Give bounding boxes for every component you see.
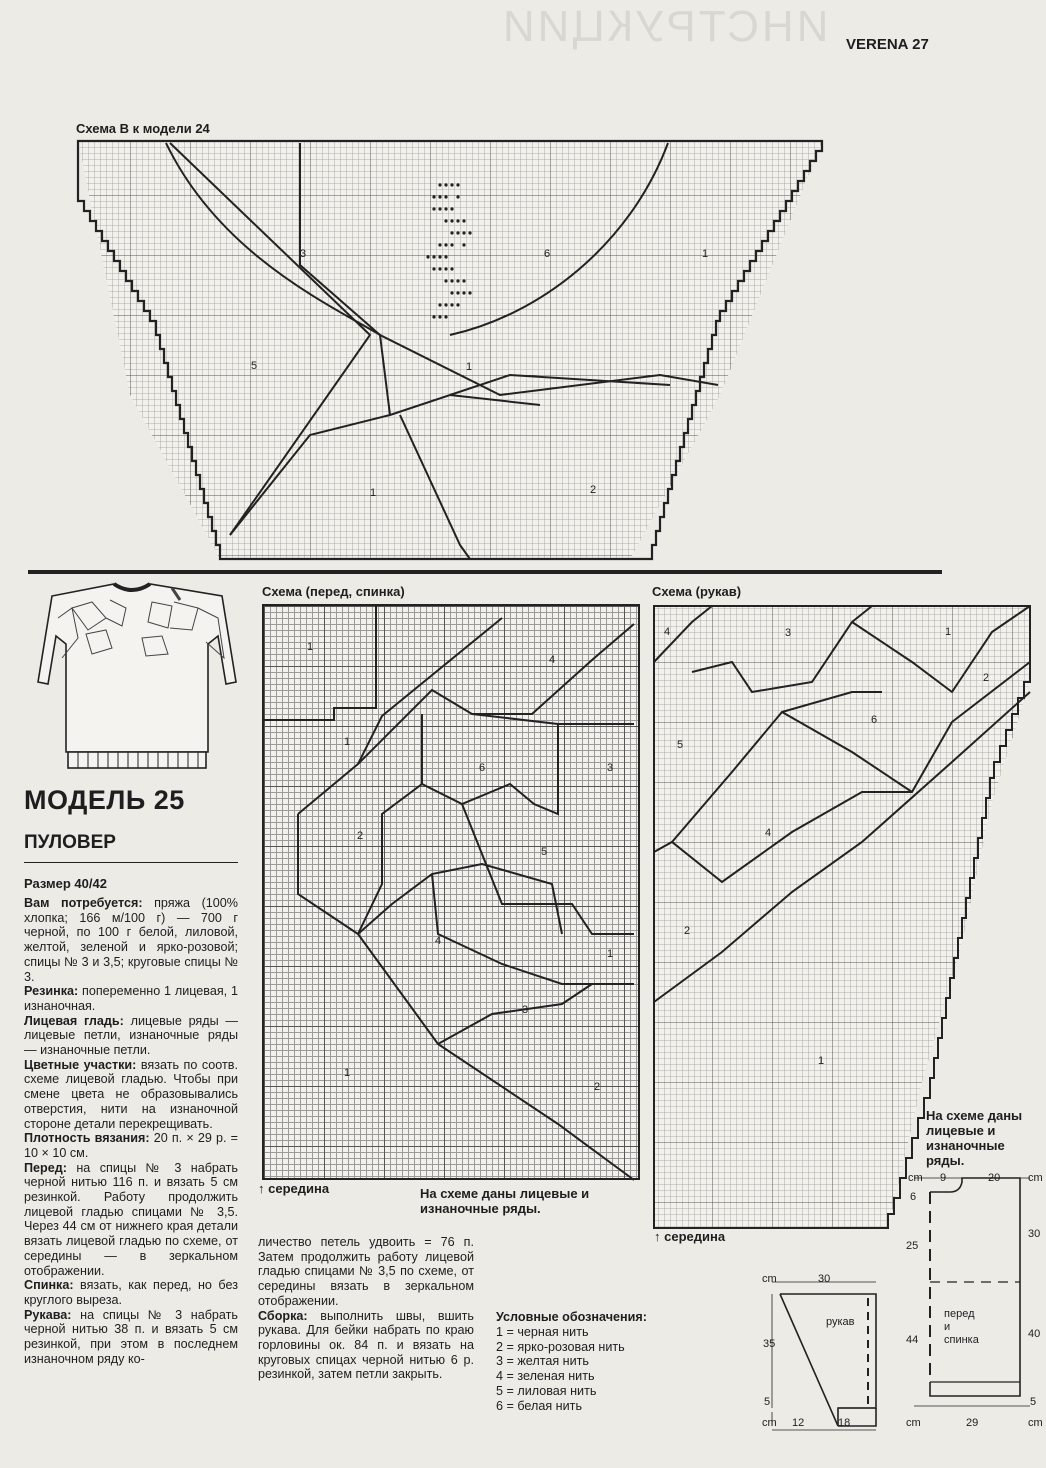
legend-item: 1 = черная нить xyxy=(496,1324,589,1339)
scheme-sleeve-number: 1 xyxy=(818,1055,825,1067)
instruction-para: Сборка: выполнить швы, вшить рукава. Для бейки набрать по краю горловины ок. 84 п. и вязать на круговых спицах черной нитью 6 р. резинкой, затем петли закрыть. xyxy=(258,1308,474,1382)
instruction-para: Спинка: вязать, как перед, но без круглого выреза. xyxy=(24,1278,238,1307)
instructions-column-2 xyxy=(258,1235,474,1382)
sleeve-dim-unit-bottom: cm xyxy=(762,1417,777,1429)
scheme-front-number: 1 xyxy=(307,641,314,653)
sleeve-dim-cuff: 5 xyxy=(764,1396,771,1408)
instruction-para: Плотность вязания: 20 п. × 29 р. = 10 × 10 см. xyxy=(24,1131,238,1160)
scheme-sleeve-title: Схема (рукав) xyxy=(652,584,742,599)
scheme-sleeve-number: 4 xyxy=(765,827,772,839)
body-dim-unit-2: cm xyxy=(1028,1172,1043,1184)
body-dim-rib: 5 xyxy=(1030,1396,1037,1408)
header-ghost-text: ИНСТРУКЦИИ xyxy=(500,2,829,51)
body-label-text: перед и спинка xyxy=(944,1308,979,1346)
scheme-front-number: 1 xyxy=(607,948,614,960)
scheme-b-title: Схема В к модели 24 xyxy=(76,121,210,136)
scheme-sleeve-note: На схеме даны лицевые и изнаночные ряды. xyxy=(926,1108,1023,1168)
legend-item: 4 = зеленая нить xyxy=(496,1369,595,1384)
instruction-para: Резинка: попеременно 1 лицевая, 1 изнаночная. xyxy=(24,984,238,1013)
scheme-sleeve-number: 2 xyxy=(983,672,990,684)
sweater-illustration xyxy=(22,578,242,778)
scheme-front-note: На схеме даны лицевые и изнаночные ряды. xyxy=(420,1186,590,1216)
scheme-front-number: 1 xyxy=(344,736,351,748)
instruction-para: Лицевая гладь: лицевые ряды — лицевые петли, изнаночные ряды — изнаночные петли. xyxy=(24,1013,238,1058)
scheme-front-number: 2 xyxy=(594,1081,601,1093)
instruction-para: личество петель удвоить = 76 п. Затем продолжить работу лицевой гладью спицами № 3,5 по схеме, от середины вязать в зеркальном отображении. xyxy=(258,1235,474,1308)
size-label: Размер 40/42 xyxy=(24,876,107,891)
body-dim-unit-3: cm xyxy=(906,1417,921,1429)
body-dim-shoulder: 20 xyxy=(988,1172,1001,1184)
body-dim-unit-4: cm xyxy=(1028,1417,1043,1429)
sleeve-dim-bottom: 18 xyxy=(838,1417,851,1429)
model-title: МОДЕЛЬ 25 xyxy=(24,785,185,815)
legend-item: 2 = ярко-розовая нить xyxy=(496,1339,625,1354)
sleeve-dim-top: 30 xyxy=(818,1273,831,1285)
scheme-front-number: 1 xyxy=(344,1067,351,1079)
instruction-para: Рукава: на спицы № 3 набрать черной нитью 38 п. и вязать 5 см резинкой, при этом в последнем изнаночном ряду ко- xyxy=(24,1307,238,1366)
scheme-b-number: 5 xyxy=(251,360,258,372)
scheme-b-number: 1 xyxy=(466,361,473,373)
body-label xyxy=(944,1308,979,1347)
scheme-sleeve-number: 4 xyxy=(664,626,671,638)
scheme-front-number: 5 xyxy=(541,846,548,858)
legend-title: Условные обозначения: xyxy=(496,1310,647,1324)
sleeve-dim-height: 35 xyxy=(763,1338,776,1350)
body-dim-height: 44 xyxy=(906,1334,919,1346)
model-subtitle: ПУЛОВЕР xyxy=(24,832,116,853)
sleeve-label: рукав xyxy=(826,1316,855,1328)
body-dim-right-top: 30 xyxy=(1028,1228,1041,1240)
legend-item: 6 = белая нить xyxy=(496,1398,583,1413)
scheme-sleeve-number: 2 xyxy=(684,925,691,937)
scheme-b-number: 3 xyxy=(300,248,307,260)
body-dim-armhole: 25 xyxy=(906,1240,919,1252)
legend-item: 3 = желтая нить xyxy=(496,1354,589,1369)
legend-item: 5 = лиловая нить xyxy=(496,1383,597,1398)
scheme-front-number: 2 xyxy=(357,830,364,842)
scheme-sleeve-number: 6 xyxy=(871,714,878,726)
scheme-b-number: 2 xyxy=(590,484,597,496)
sleeve-pattern-sketch xyxy=(758,1268,888,1438)
scheme-sleeve-number: 1 xyxy=(945,626,952,638)
scheme-b-number: 1 xyxy=(702,248,709,260)
scheme-front-regions xyxy=(262,604,640,1182)
sleeve-dim-unit: cm xyxy=(762,1273,777,1285)
legend xyxy=(496,1310,647,1414)
scheme-b-number: 6 xyxy=(544,248,551,260)
body-dim-unit: cm xyxy=(908,1172,923,1184)
body-pattern-sketch xyxy=(900,1170,1046,1440)
body-dim-neck-w: 9 xyxy=(940,1172,947,1184)
subtitle-rule xyxy=(24,862,238,863)
section-divider xyxy=(28,570,942,574)
scheme-sleeve-number: 5 xyxy=(677,739,684,751)
scheme-sleeve-number: 3 xyxy=(785,627,792,639)
scheme-front-number: 3 xyxy=(607,762,614,774)
body-dim-neck-d: 6 xyxy=(910,1191,917,1203)
instruction-para: Вам потребуется: пряжа (100% хлопка; 166 м/100 г) — 700 г черной, по 100 г белой, лиловой, желтой, зеленой и ярко-розовой; спицы № 3 и 3,5; круговые спицы № 3. xyxy=(24,896,238,984)
scheme-front-number: 6 xyxy=(479,762,486,774)
page-label: VERENA 27 xyxy=(846,36,929,53)
instruction-para: Перед: на спицы № 3 набрать черной нитью 116 п. и вязать 5 см резинкой. Работу продолжить лицевой гладью спицами № 3,5. Через 44 см от нижнего края детали вязать лицевой гладью по схеме, от середины — в зеркальном отображении. xyxy=(24,1160,238,1278)
body-dim-right-mid: 40 xyxy=(1028,1328,1041,1340)
scheme-sleeve-center-label: ↑ середина xyxy=(654,1229,726,1244)
scheme-front-number: 4 xyxy=(435,935,442,947)
scheme-front-number: 3 xyxy=(522,1004,529,1016)
instructions-column xyxy=(24,896,238,1367)
scheme-front-center-label: ↑ середина xyxy=(258,1181,330,1196)
scheme-front-title: Схема (перед, спинка) xyxy=(262,584,405,599)
body-dim-width: 29 xyxy=(966,1417,979,1429)
scheme-b-chart xyxy=(70,135,830,567)
instruction-para: Цветные участки: вязать по соотв. схеме лицевой гладью. Чтобы при смене цвета не образовывались отверстия, нити на изнаночной стороне детали перекрещивать. xyxy=(24,1057,238,1131)
scheme-b-number: 1 xyxy=(370,487,377,499)
sleeve-dim-half-bottom: 12 xyxy=(792,1417,805,1429)
scheme-front-number: 4 xyxy=(549,654,556,666)
